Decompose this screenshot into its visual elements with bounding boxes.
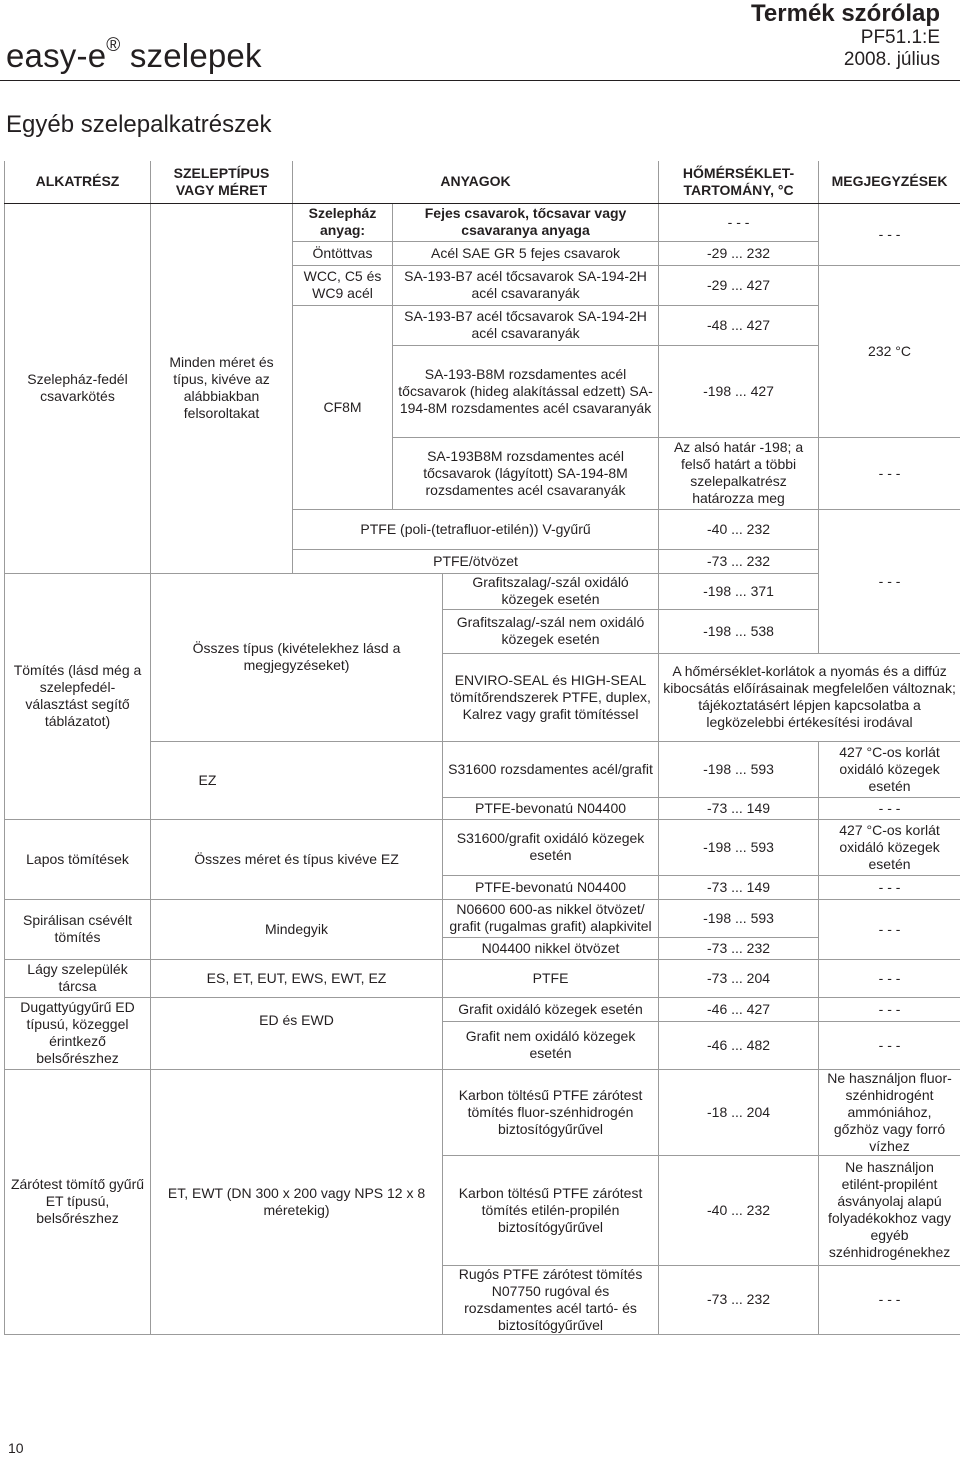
material-cell: PTFE	[443, 959, 659, 997]
note-cell: - - -	[819, 509, 960, 653]
material-cell: PTFE (poli-(tetrafluor-etilén)) V-gyűrű	[293, 509, 659, 549]
spacer-cell	[151, 741, 195, 819]
temp-cell: -46 ... 482	[659, 1021, 819, 1069]
temp-cell: - - -	[659, 203, 819, 241]
temp-cell: -73 ... 204	[659, 959, 819, 997]
doc-type: Termék szórólap	[751, 0, 940, 27]
temp-cell: -198 ... 593	[659, 819, 819, 875]
col-valve: SZELEPTÍPUS VAGY MÉRET	[151, 161, 293, 203]
col-materials: ANYAGOK	[293, 161, 659, 203]
table-row	[5, 819, 960, 875]
temp-cell: -73 ... 232	[659, 549, 819, 573]
doc-date: 2008. július	[843, 49, 940, 70]
note-cell: - - -	[819, 875, 960, 899]
temp-cell: -46 ... 427	[659, 997, 819, 1021]
part-gasket: Tömítés (lásd még a szelepfedél-választást segítő táblázatot)	[5, 573, 151, 819]
material-cell: Karbon töltésű PTFE zárótest tömítés fluor-szénhidrogén biztosítógyűrűvel	[443, 1069, 659, 1155]
note-cell: - - -	[819, 1265, 960, 1334]
brand-title	[6, 30, 262, 76]
body-wcc: WCC, C5 és WC9 acél	[293, 265, 393, 305]
table-row	[5, 997, 960, 1021]
table-row	[5, 899, 960, 937]
section-title: Egyéb szelepalkatrészek	[6, 111, 272, 138]
valve-es-list: ES, ET, EUT, EWS, EWT, EZ	[151, 959, 443, 997]
part-piston-ring: Dugattyúgyűrű ED típusú, közeggel érintkező belsőrészhez	[5, 997, 151, 1069]
header-divider	[0, 80, 960, 81]
temp-cell: -73 ... 149	[659, 875, 819, 899]
material-cell: SA-193-B7 acél tőcsavarok SA-194-2H acél csavaranyák	[393, 305, 659, 345]
material-cell: Grafitszalag/-szál nem oxidáló közegek esetén	[443, 609, 659, 653]
note-cell: - - -	[819, 1021, 960, 1069]
temp-cell: -73 ... 149	[659, 797, 819, 819]
material-cell: SA-193-B7 acél tőcsavarok SA-194-2H acél csavaranyák	[393, 265, 659, 305]
valve-ed-ewd: ED és EWD	[151, 997, 443, 1069]
temp-cell: -73 ... 232	[659, 937, 819, 959]
temp-cell: -198 ... 538	[659, 609, 819, 653]
temp-cell: -198 ... 427	[659, 345, 819, 437]
temp-cell: -48 ... 427	[659, 305, 819, 345]
temp-cell: -73 ... 232	[659, 1265, 819, 1334]
part-bonnet-bolting: Szelepház-fedél csavarkötés	[5, 203, 151, 573]
parts-table	[4, 161, 960, 1335]
material-cell: SA-193-B8M rozsdamentes acél tőcsavarok (hideg alakítással edzett) SA-194-8M rozsdamentes acél csavaranyák	[393, 345, 659, 437]
material-cell: Rugós PTFE zárótest tömítés N07750 rugóval és rozsdamentes acél tartó- és biztosítógyűrűvel	[443, 1265, 659, 1334]
material-cell: PTFE-bevonatú N04400	[443, 797, 659, 819]
bolt-label: Fejes csavarok, tőcsavar vagy csavaranya anyaga	[393, 203, 659, 241]
note-cell: 427 °C-os korlát oxidáló közegek esetén	[819, 819, 960, 875]
note-cell: Ne használjon etilént-propilént ásványolaj alapú folyadékokhoz vagy egyéb szénhidrogénekhez	[819, 1155, 960, 1265]
material-cell: N04400 nikkel ötvözet	[443, 937, 659, 959]
note-cell: - - -	[819, 959, 960, 997]
table-row	[5, 203, 960, 241]
note-enviro: A hőmérséklet-korlátok a nyomás és a diffúz kibocsátás előírásainak megfelelően változnak; tájékoztatásért lépjen kapcsolatba a legközelebbi értékesítési irodával	[659, 653, 960, 741]
note-cell: - - -	[819, 997, 960, 1021]
col-part: ALKATRÉSZ	[5, 161, 151, 203]
note-cell: - - -	[819, 899, 960, 959]
note-cell: 427 °C-os korlát oxidáló közegek esetén	[819, 741, 960, 797]
material-cell: Grafitszalag/-szál oxidáló közegek esetén	[443, 573, 659, 609]
part-flat-gasket: Lapos tömítések	[5, 819, 151, 899]
col-notes: MEGJEGYZÉSEK	[819, 161, 960, 203]
col-temp: HŐMÉRSÉKLET-TARTOMÁNY, °C	[659, 161, 819, 203]
temp-cell: -40 ... 232	[659, 509, 819, 549]
material-cell: SA-193B8M rozsdamentes acél tőcsavarok (lágyított) SA-194-8M rozsdamentes acél csavaranyák	[393, 437, 659, 509]
body-label: Szelepház anyag:	[293, 203, 393, 241]
material-cell: Grafit oxidáló közegek esetén	[443, 997, 659, 1021]
note-cell: 232 °C	[819, 265, 960, 437]
material-cell: N06600 600-as nikkel ötvözet/ grafit (rugalmas grafit) alapkivitel	[443, 899, 659, 937]
material-cell: S31600/grafit oxidáló közegek esetén	[443, 819, 659, 875]
brand-name: easy-e	[6, 37, 107, 74]
temp-cell: -40 ... 232	[659, 1155, 819, 1265]
temp-cell: -29 ... 427	[659, 265, 819, 305]
note-cell: - - -	[819, 437, 960, 509]
material-cell: Karbon töltésű PTFE zárótest tömítés etilén-propilén biztosítógyűrűvel	[443, 1155, 659, 1265]
table-row	[5, 573, 960, 609]
material-cell: Acél SAE GR 5 fejes csavarok	[393, 241, 659, 265]
header-row	[5, 161, 960, 203]
valve-any: Mindegyik	[151, 899, 443, 959]
valve-all-except: Minden méret és típus, kivéve az alábbiakban felsoroltakat	[151, 203, 293, 573]
temp-cell: -29 ... 232	[659, 241, 819, 265]
table-row	[5, 1069, 960, 1155]
valve-et-ewt: ET, EWT (DN 300 x 200 vagy NPS 12 x 8 méretekig)	[151, 1069, 443, 1334]
brand-suffix: szelepek	[129, 37, 262, 74]
temp-cell: Az alsó határ -198; a felső határt a többi szelepalkatrész határozza meg	[659, 437, 819, 509]
note-cell: - - -	[819, 797, 960, 819]
temp-cell: -198 ... 593	[659, 899, 819, 937]
material-cell: Grafit nem oxidáló közegek esetén	[443, 1021, 659, 1069]
note-cell: Ne használjon fluor-szénhidrogént ammóniához, gőzhöz vagy forró vízhez	[819, 1069, 960, 1155]
doc-header	[751, 0, 940, 71]
doc-number: PF51.1:E	[860, 27, 940, 48]
temp-cell: -18 ... 204	[659, 1069, 819, 1155]
registered-mark: ®	[106, 35, 121, 56]
part-spiral: Spirálisan csévélt tömítés	[5, 899, 151, 959]
material-cell: S31600 rozsdamentes acél/grafit	[443, 741, 659, 797]
material-cell: PTFE-bevonatú N04400	[443, 875, 659, 899]
body-cf8m: CF8M	[293, 305, 393, 509]
valve-all-but-ez: Összes méret és típus kivéve EZ	[151, 819, 443, 899]
material-cell: ENVIRO-SEAL és HIGH-SEAL tömítőrendszerek PTFE, duplex, Kalrez vagy grafit tömítéssel	[443, 653, 659, 741]
valve-ez: EZ	[195, 741, 443, 819]
table-row	[5, 959, 960, 997]
part-seal-ring: Zárótest tömítő gyűrű ET típusú, belsőrészhez	[5, 1069, 151, 1334]
part-soft-seat: Lágy szelepülék tárcsa	[5, 959, 151, 997]
temp-cell: -198 ... 593	[659, 741, 819, 797]
valve-all-types: Összes típus (kivételekhez lásd a megjegyzéseket)	[151, 573, 443, 741]
body-cast-iron: Öntöttvas	[293, 241, 393, 265]
note-cell: - - -	[819, 203, 960, 265]
material-cell: PTFE/ötvözet	[293, 549, 659, 573]
temp-cell: -198 ... 371	[659, 573, 819, 609]
page-number: 10	[8, 1440, 24, 1456]
